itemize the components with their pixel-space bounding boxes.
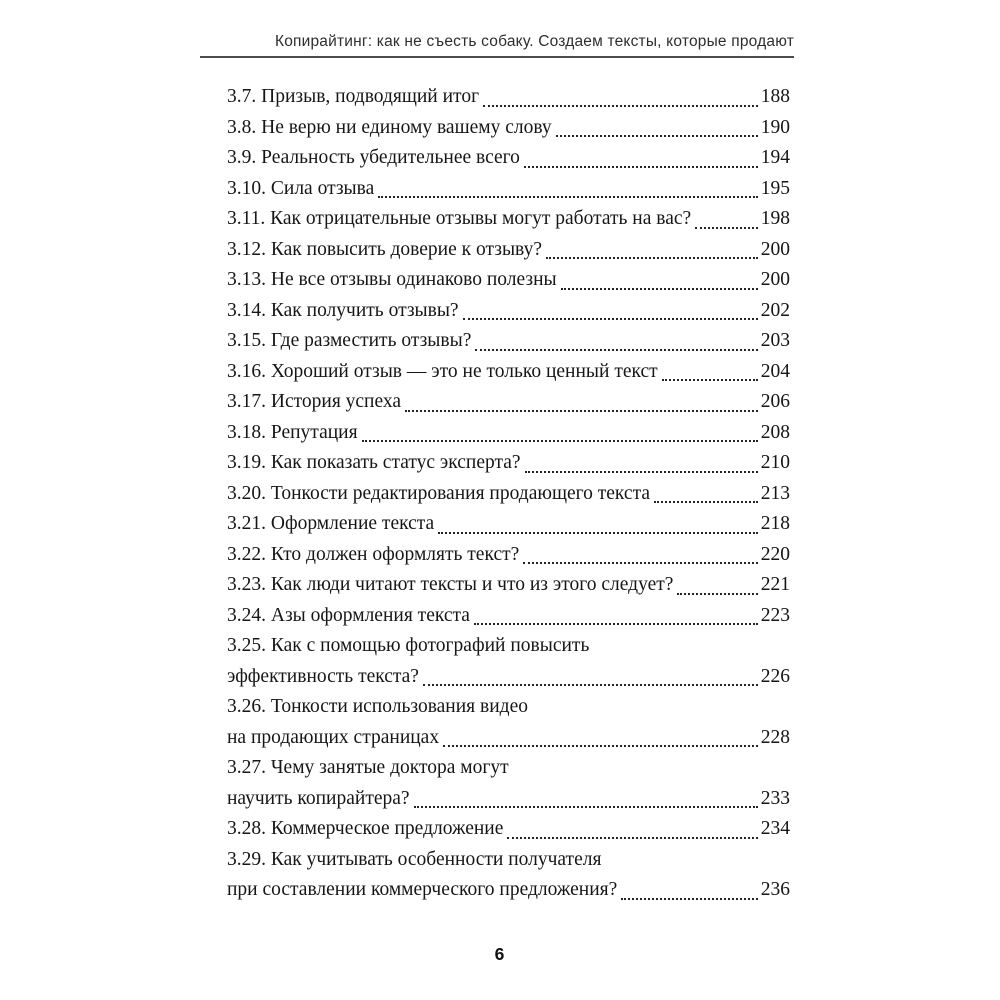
- toc-entry-title: 3.29. Как учитывать особенности получателя: [227, 848, 602, 870]
- toc-page-number: 220: [760, 543, 790, 565]
- toc-entry-title: 3.27. Чему занятые доктора могут: [227, 757, 509, 778]
- toc-entry-main-line: [227, 265, 790, 296]
- toc-entry: [227, 814, 790, 845]
- toc-entry-title: 3.25. Как с помощью фотографий повысить: [227, 635, 590, 656]
- toc-page-number: 194: [760, 147, 790, 168]
- toc-entry-title: 3.10. Сила отзыва: [227, 177, 375, 199]
- dot-leader: [507, 837, 757, 839]
- toc-entry-main-line: [227, 875, 790, 906]
- toc-entry-wrap-line: [227, 845, 790, 876]
- toc-entry-main-line: [227, 540, 790, 571]
- dot-leader: [677, 593, 757, 595]
- toc-page-number: 208: [760, 421, 790, 443]
- toc-page-number: 204: [760, 360, 790, 382]
- dot-leader: [474, 623, 758, 625]
- toc-entry-main-line: [227, 814, 790, 845]
- toc-entry-title: 3.11. Как отрицательные отзывы могут работать на вас?: [227, 208, 692, 229]
- toc-entry: [227, 601, 790, 632]
- toc-entry-wrap-line: [227, 692, 790, 723]
- toc-entry: [227, 387, 790, 418]
- toc-entry: [227, 204, 790, 235]
- table-of-contents: [227, 82, 790, 906]
- toc-entry-wrap-line: [227, 753, 790, 784]
- toc-entry: [227, 296, 790, 327]
- dot-leader: [523, 562, 757, 564]
- dot-leader: [423, 684, 758, 686]
- toc-page-number: 198: [760, 208, 790, 229]
- toc-entry: [227, 631, 790, 692]
- toc-entry: [227, 235, 790, 266]
- dot-leader: [525, 471, 758, 473]
- toc-page-number: 188: [760, 86, 790, 107]
- toc-page-number: 223: [760, 604, 790, 626]
- toc-entry-title: 3.13. Не все отзывы одинаково полезны: [227, 269, 557, 290]
- toc-entry-main-line: [227, 357, 790, 388]
- toc-entry-title: 3.16. Хороший отзыв — это не только ценный текст: [227, 360, 658, 382]
- toc-entry: [227, 357, 790, 388]
- dot-leader: [405, 410, 758, 412]
- toc-entry-title: 3.28. Коммерческое предложение: [227, 818, 504, 839]
- dot-leader: [483, 105, 758, 107]
- toc-entry: [227, 418, 790, 449]
- dot-leader: [378, 196, 758, 198]
- dot-leader: [654, 501, 758, 503]
- toc-entry: [227, 82, 790, 113]
- toc-entry-title: эффективность текста?: [227, 665, 419, 687]
- toc-page-number: 200: [760, 238, 790, 260]
- toc-entry: [227, 326, 790, 357]
- dot-leader: [561, 288, 758, 290]
- toc-entry-wrap-line: [227, 631, 790, 662]
- toc-entry-title: 3.12. Как повысить доверие к отзыву?: [227, 238, 542, 260]
- toc-page-number: 206: [760, 391, 790, 412]
- toc-entry-main-line: [227, 82, 790, 113]
- toc-entry-title: 3.8. Не верю ни единому вашему слову: [227, 116, 552, 138]
- toc-entry: [227, 174, 790, 205]
- toc-entry-main-line: [227, 387, 790, 418]
- toc-entry-title: 3.15. Где разместить отзывы?: [227, 330, 472, 351]
- toc-entry-title: 3.23. Как люди читают тексты и что из этого следует?: [227, 574, 674, 595]
- toc-entry-title: 3.18. Репутация: [227, 421, 358, 443]
- toc-entry: [227, 265, 790, 296]
- toc-page-number: 190: [760, 116, 790, 138]
- toc-page-number: 213: [760, 482, 790, 504]
- running-head-title: Копирайтинг: как не съесть собаку. Создаем тексты, которые продают: [274, 33, 794, 50]
- toc-entry-main-line: [227, 601, 790, 632]
- dot-leader: [443, 745, 758, 747]
- page-footer: [0, 944, 1000, 965]
- toc-entry: [227, 845, 790, 906]
- toc-page-number: 233: [760, 787, 790, 809]
- toc-entry-main-line: [227, 296, 790, 327]
- toc-entry: [227, 540, 790, 571]
- toc-entry-title: 3.26. Тонкости использования видео: [227, 696, 528, 717]
- dot-leader: [438, 532, 758, 534]
- toc-entry-main-line: [227, 570, 790, 601]
- toc-entry-main-line: [227, 174, 790, 205]
- toc-page-number: 234: [760, 818, 790, 839]
- toc-entry-main-line: [227, 204, 790, 235]
- toc-entry: [227, 143, 790, 174]
- dot-leader: [662, 379, 758, 381]
- toc-entry: [227, 113, 790, 144]
- dot-leader: [546, 257, 758, 259]
- toc-entry-title: 3.9. Реальность убедительнее всего: [227, 147, 520, 168]
- page-header: [200, 33, 794, 58]
- toc-entry: [227, 692, 790, 753]
- toc-page-number: 195: [760, 177, 790, 199]
- toc-entry: [227, 570, 790, 601]
- dot-leader: [463, 318, 758, 320]
- toc-entry: [227, 509, 790, 540]
- toc-page-number: 202: [760, 299, 790, 321]
- toc-page-number: 210: [760, 452, 790, 473]
- dot-leader: [414, 806, 758, 808]
- toc-page-number: 221: [760, 574, 790, 595]
- toc-entry-main-line: [227, 509, 790, 540]
- toc-entry-main-line: [227, 113, 790, 144]
- dot-leader: [362, 440, 758, 442]
- toc-entry-title: при составлении коммерческого предложения?: [227, 879, 618, 900]
- toc-entry: [227, 753, 790, 814]
- toc-page-number: 203: [760, 330, 790, 351]
- toc-entry: [227, 479, 790, 510]
- toc-page-number: 236: [760, 879, 790, 900]
- toc-entry-main-line: [227, 662, 790, 693]
- toc-entry-main-line: [227, 235, 790, 266]
- toc-page-number: 228: [760, 726, 790, 748]
- toc-entry-main-line: [227, 143, 790, 174]
- toc-entry-title: 3.24. Азы оформления текста: [227, 604, 470, 626]
- toc-entry-title: 3.14. Как получить отзывы?: [227, 299, 459, 321]
- header-rule: [200, 56, 794, 58]
- toc-entry-title: на продающих страницах: [227, 726, 440, 748]
- toc-entry-title: 3.20. Тонкости редактирования продающего текста: [227, 482, 650, 504]
- toc-entry-title: 3.22. Кто должен оформлять текст?: [227, 543, 520, 565]
- dot-leader: [475, 349, 757, 351]
- toc-page-number: 218: [760, 513, 790, 534]
- toc-entry-main-line: [227, 448, 790, 479]
- toc-entry-main-line: [227, 479, 790, 510]
- toc-entry-title: 3.19. Как показать статус эксперта?: [227, 452, 521, 473]
- dot-leader: [524, 166, 758, 168]
- page-number: 6: [494, 944, 506, 964]
- toc-entry-title: 3.17. История успеха: [227, 391, 402, 412]
- toc-entry-title: 3.7. Призыв, подводящий итог: [227, 86, 480, 107]
- toc-entry-main-line: [227, 723, 790, 754]
- toc-entry-main-line: [227, 418, 790, 449]
- dot-leader: [556, 135, 758, 137]
- toc-entry-main-line: [227, 784, 790, 815]
- toc-page-number: 226: [760, 665, 790, 687]
- toc-entry-main-line: [227, 326, 790, 357]
- toc-entry-title: 3.21. Оформление текста: [227, 513, 435, 534]
- toc-entry: [227, 448, 790, 479]
- toc-page-number: 200: [760, 269, 790, 290]
- dot-leader: [621, 898, 757, 900]
- dot-leader: [695, 227, 758, 229]
- toc-entry-title: научить копирайтера?: [227, 787, 410, 809]
